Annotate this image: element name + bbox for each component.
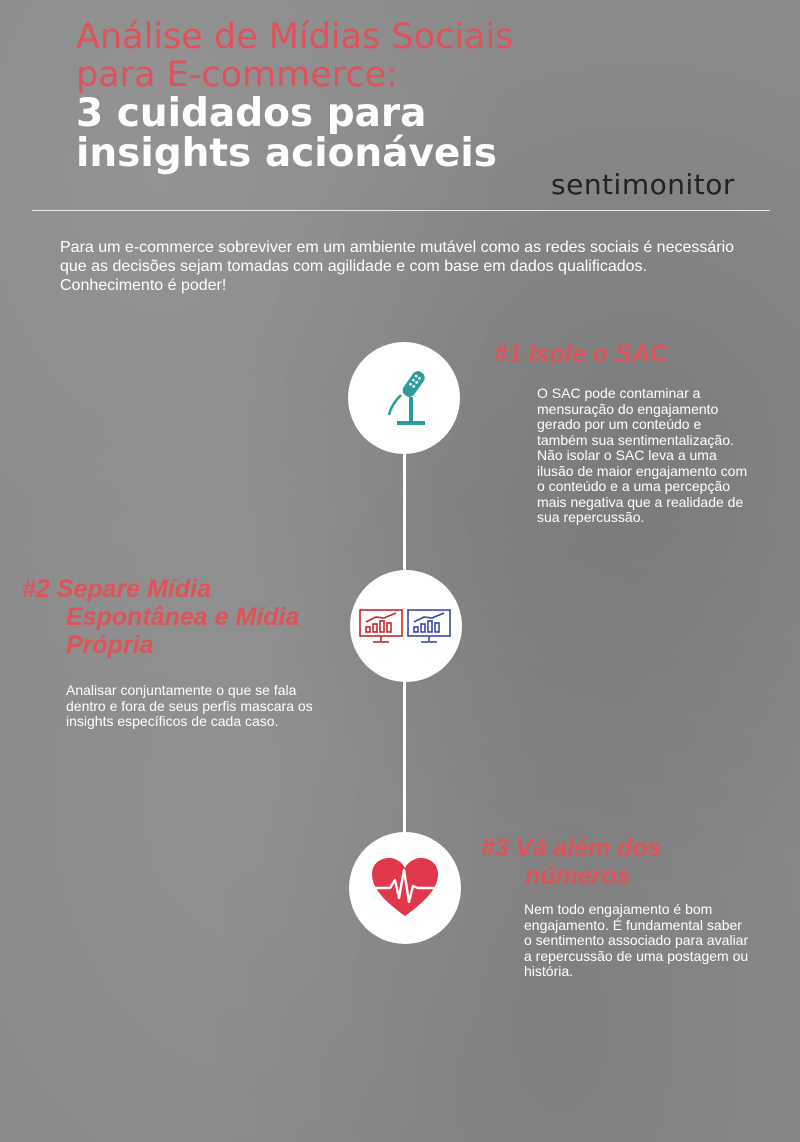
step-2-heading [22,575,352,659]
heartbeat-icon [370,856,440,920]
two-monitors-chart-icon [358,606,454,646]
title-line-1: Análise de Mídias Sociais [76,17,514,57]
step-1-title: Isole o SAC [528,340,668,368]
title-line-4: insights acionáveis [76,131,497,176]
step-3-number: #3 [481,834,509,862]
step-2-title-line-2: Espontânea e Mídia [66,603,300,631]
step-3-circle [349,832,461,944]
microphone-icon [371,365,437,431]
brand-logo: sentimonitor [551,168,735,201]
step-1-circle [348,342,460,454]
header-divider [32,210,770,211]
step-1-heading [494,340,668,368]
title-line-3: 3 cuidados para [76,91,427,136]
step-2-title-line-3: Própria [66,631,154,659]
step-2-number: #2 [22,575,50,603]
step-2-circle [350,570,462,682]
step-3-title-line-2: números [525,862,631,890]
step-3-text: Nem todo engajamento é bom engajamento. É fundamental saber o sentimento associado para avaliar a repercussão de uma postagem ou história. [524,901,749,979]
step-1-number: #1 [494,340,522,368]
step-1-text: O SAC pode contaminar a mensuração do engajamento gerado por um conteúdo e também sua sentimentalização. Não isolar o SAC leva a uma ilusão de maior engajamento com o conteúdo e a uma percepção mais negativa que a realidade de sua repercussão. [537,385,748,525]
step-3-heading [481,834,781,890]
intro-paragraph: Para um e-commerce sobreviver em um ambiente mutável como as redes sociais é necessário que as decisões sejam tomadas com agilidade e com base em dados qualificados. Conhecimento é poder! [60,239,735,294]
page-title [76,18,676,174]
step-2-text: Analisar conjuntamente o que se fala dentro e fora de seus perfis mascara os insights específicos de cada caso. [66,682,313,729]
step-3-title-line-1: Vá além dos [515,834,662,862]
step-2-title-line-1: Separe Mídia [56,575,211,603]
title-line-2: para E-commerce: [76,55,398,95]
